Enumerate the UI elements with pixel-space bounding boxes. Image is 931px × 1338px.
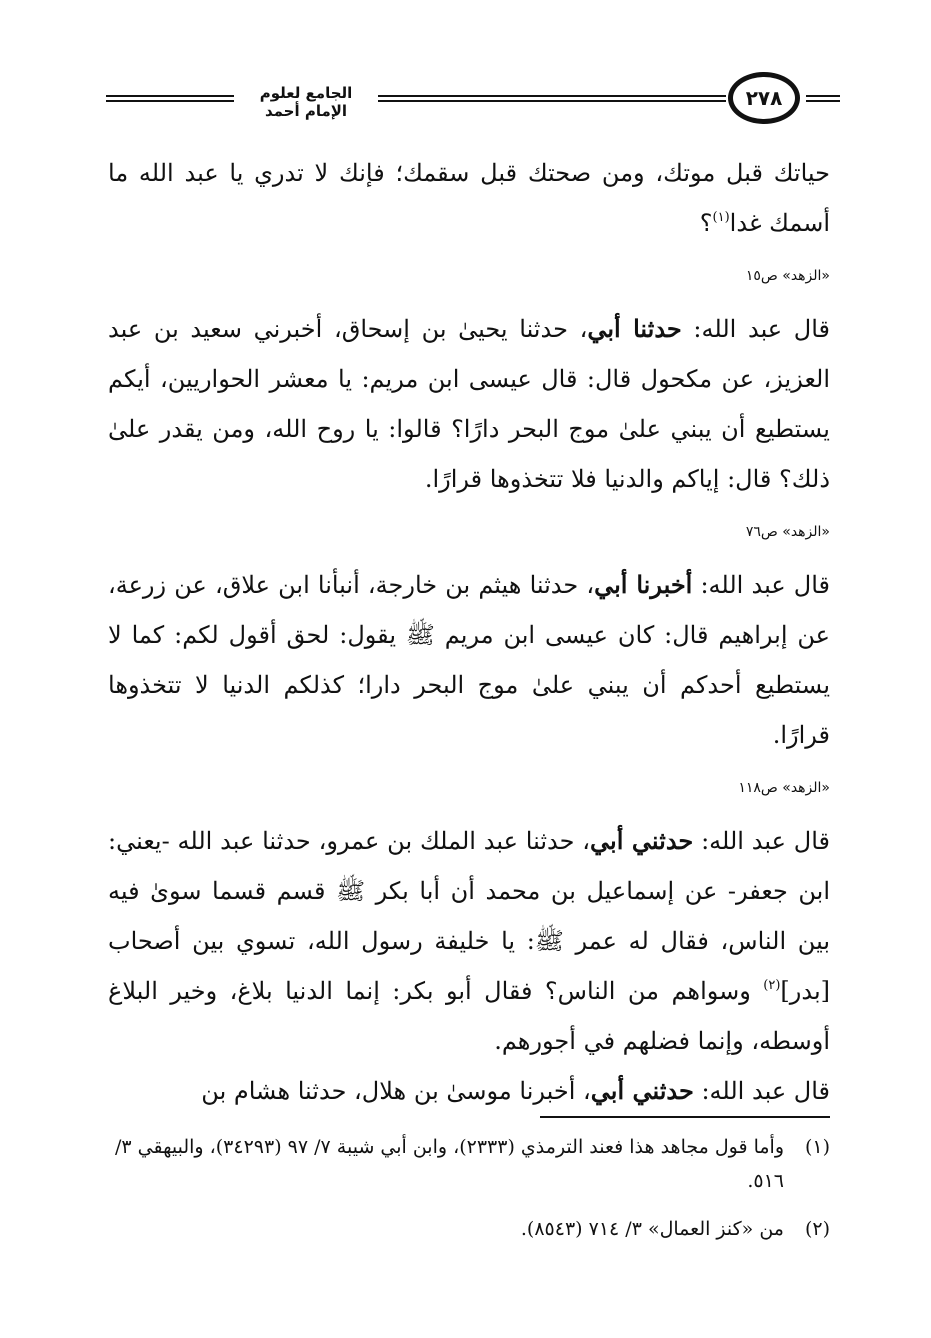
paragraph-text: ؟	[699, 209, 713, 237]
header-rule-left	[106, 95, 234, 102]
source-reference: «الزهد» ص١٥	[745, 268, 830, 284]
paragraph-text: قال عبد الله:	[693, 1077, 830, 1105]
paragraph-text: وسواهم من الناس؟ فقال أبو بكر: إنما الدنيا بلاغ، وخير البلاغ أوسطه، وإنما فضلهم في أجورهم.	[108, 977, 830, 1055]
paragraph-text: ، حدثنا هيثم بن خارجة، أنبأنا ابن علاق، عن زرعة، عن إبراهيم قال: كان عيسى ابن مريم ﷺ يقول: لحق أقول لكم: كما لا يستطيع أحدكم أن يبني علىٰ موج البحر دارا؛ كذلكم الدنيا لا تتخذوها قرارًا.	[108, 571, 830, 749]
paragraph-text: قال عبد الله:	[681, 315, 831, 343]
footnote-ref[interactable]: (١)	[712, 210, 730, 225]
source-reference: «الزهد» ص٧٦	[745, 524, 830, 540]
main-text	[108, 148, 830, 1116]
paragraph	[108, 816, 830, 1066]
footnote-separator	[540, 1116, 830, 1118]
paragraph	[108, 560, 830, 760]
paragraph-text: قال عبد الله:	[692, 571, 831, 599]
header-rule-right	[806, 95, 840, 102]
paragraph-continuation	[108, 148, 830, 248]
narrator-bold: حدثني أبي	[590, 1076, 694, 1105]
paragraph-text: ، حدثنا عبد الملك بن عمرو، حدثنا عبد الله -يعني: ابن جعفر- عن إسماعيل بن محمد أن أبا بكر ﷺ قسم قسما سوىٰ فيه بين الناس، فقال له عمر ﷺ: يا خليفة رسول الله، تسوي بين أصحاب [بدر]	[108, 827, 830, 1005]
footnote-text: وأما قول مجاهد هذا فعند الترمذي (٢٣٣٣)، وابن أبي شيبة ٧/ ٩٧ (٣٤٢٩٣)، والبيهقي ٣/ ٥١٦.	[115, 1136, 784, 1192]
footnotes	[108, 1130, 830, 1260]
page-header	[100, 62, 840, 142]
footnote	[108, 1212, 830, 1246]
footnote-ref[interactable]: (٢)	[763, 978, 781, 993]
footnote-number: (١)	[804, 1136, 830, 1158]
paragraph-text: ، أخبرنا موسىٰ بن هلال، حدثنا هشام بن	[201, 1077, 591, 1105]
paragraph	[108, 1066, 830, 1116]
paragraph-text: حياتك قبل موتك، ومن صحتك قبل سقمك؛ فإنك لا تدري يا عبد الله ما أسمك غدا	[108, 159, 830, 237]
footnote-text: من «كنز العمال» ٣/ ٧١٤ (٨٥٤٣).	[520, 1218, 784, 1240]
footnote-number: (٢)	[804, 1218, 830, 1240]
narrator-bold: حدثني أبي	[590, 826, 694, 855]
footnote	[108, 1130, 830, 1198]
paragraph	[108, 304, 830, 504]
running-title: الجامع لعلوم الإمام أحمد	[259, 84, 353, 120]
header-rule-middle	[378, 95, 726, 102]
paragraph-text: ، حدثنا يحيىٰ بن إسحاق، أخبرني سعيد بن عبد العزيز، عن مكحول قال: قال عيسى ابن مريم: يا معشر الحواريين، أيكم يستطيع أن يبني علىٰ موج البحر دارًا؟ قالوا: يا روح الله، ومن يقدر علىٰ ذلك؟ قال: إياكم والدنيا فلا تتخذوها قرارًا.	[108, 315, 830, 493]
page-number: ٢٧٨	[728, 72, 800, 124]
paragraph-text: قال عبد الله:	[693, 827, 830, 855]
source-reference: «الزهد» ص١١٨	[738, 780, 830, 796]
narrator-bold: أخبرنا أبي	[594, 570, 693, 599]
narrator-bold: حدثنا أبي	[587, 314, 682, 343]
